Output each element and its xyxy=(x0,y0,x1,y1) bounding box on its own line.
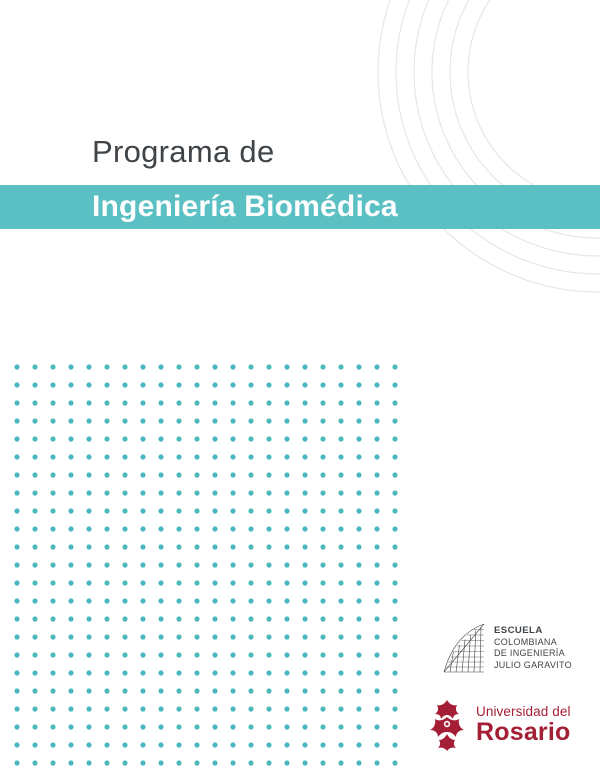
universidad-del-rosario-logo xyxy=(424,694,586,756)
escuela-logo-text xyxy=(494,625,572,671)
rosario-logo-text xyxy=(476,705,571,745)
escuela-line-3: DE INGENIERÍA xyxy=(494,648,565,658)
escuela-colombiana-logo xyxy=(440,617,586,679)
dot-grid-decoration xyxy=(14,364,410,776)
escuela-line-4: JULIO GARAVITO xyxy=(494,659,572,670)
rosario-line-1: Universidad del xyxy=(476,704,571,720)
title-line-two: Ingeniería Biomédica xyxy=(92,190,398,223)
escuela-line-1: ESCUELA xyxy=(494,625,543,636)
rosario-line-2: Rosario xyxy=(476,717,571,746)
escuela-line-2: COLOMBIANA xyxy=(494,636,558,647)
title-line-one: Programa de xyxy=(92,134,275,169)
page-title xyxy=(0,132,600,229)
escuela-bridge-icon xyxy=(440,620,488,676)
title-highlight-band xyxy=(0,185,600,229)
rosario-crest-icon xyxy=(424,699,470,751)
